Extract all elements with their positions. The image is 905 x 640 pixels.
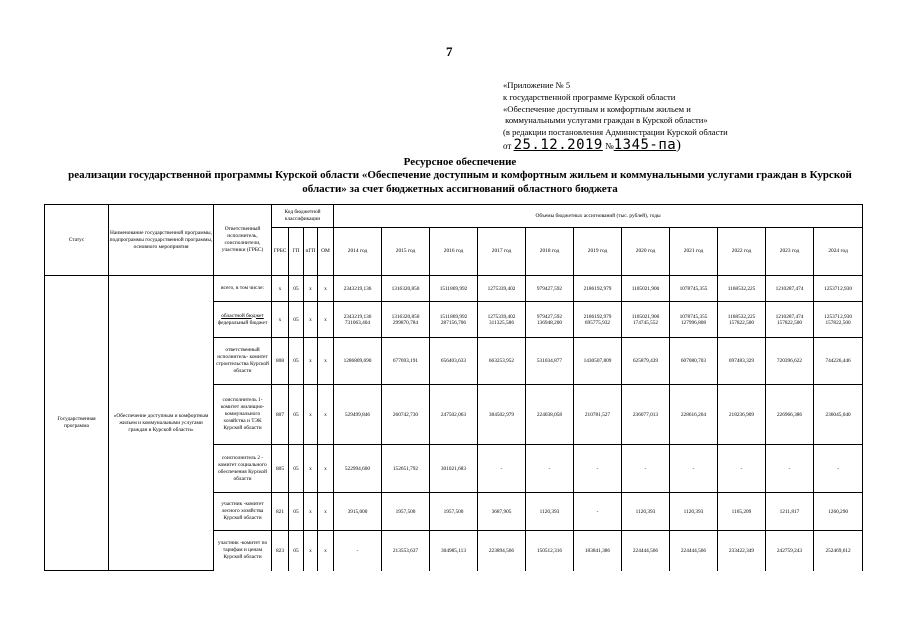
value-cell: 384502,979 <box>478 385 526 445</box>
federal-value: 695775,932 <box>584 319 611 326</box>
header-year: 2015 год <box>382 228 430 276</box>
annex-block <box>503 80 728 153</box>
regional-value: 1078745,355 <box>679 313 708 320</box>
executor-cell: соисполнитель 1- комитет жилищно-коммунального хозяйства и ТЭК Курской области <box>214 385 272 445</box>
header-om: ОМ <box>318 228 334 276</box>
value-cell: 979427,592 <box>526 276 574 302</box>
gp-cell: 05 <box>289 276 304 302</box>
value-cell: 1165,209 <box>718 493 766 531</box>
value-cell: 1105021,900 <box>622 276 670 302</box>
value-cell <box>670 302 718 338</box>
om-cell: х <box>318 531 334 571</box>
value-cell: 150512,316 <box>526 531 574 571</box>
value-cell: 744226,446 <box>814 338 863 385</box>
pgp-cell: х <box>304 385 318 445</box>
header-status: Статус <box>45 205 109 276</box>
value-cell: 720396,622 <box>766 338 814 385</box>
value-cell: 1260,290 <box>814 493 863 531</box>
value-cell: 1078745,355 <box>670 276 718 302</box>
annex-line: к государственной программе Курской области <box>503 91 676 102</box>
value-cell: 1957,500 <box>430 493 478 531</box>
regional-value: 1253712,930 <box>824 313 852 320</box>
value-cell: 213553,637 <box>382 531 430 571</box>
value-cell <box>622 302 670 338</box>
value-cell: 1286809,690 <box>334 338 382 385</box>
value-cell: - <box>478 445 526 493</box>
grbs-cell: 821 <box>272 493 289 531</box>
value-cell: 1957,500 <box>382 493 430 531</box>
header-year: 2020 год <box>622 228 670 276</box>
value-cell: 607080,703 <box>670 338 718 385</box>
header-year: 2022 год <box>718 228 766 276</box>
header-year: 2024 год <box>814 228 863 276</box>
value-cell <box>814 302 863 338</box>
value-cell: 152651,792 <box>382 445 430 493</box>
value-cell: 1120,393 <box>670 493 718 531</box>
header-year: 2018 год <box>526 228 574 276</box>
header-year: 2023 год <box>766 228 814 276</box>
value-cell <box>334 302 382 338</box>
header-gp: ГП <box>289 228 304 276</box>
header-pgp: пГП <box>304 228 318 276</box>
value-cell: 656403,633 <box>430 338 478 385</box>
value-cell: 252469,612 <box>814 531 863 571</box>
gp-cell: 05 <box>289 445 304 493</box>
value-cell: 223894,566 <box>478 531 526 571</box>
value-cell: 247502,063 <box>430 385 478 445</box>
pgp-cell: х <box>304 531 318 571</box>
federal-value: 157822,500 <box>825 319 851 326</box>
federal-value: 731063,404 <box>344 319 371 326</box>
annex-line: (в редакции постановления Администрации Курской области <box>503 127 728 138</box>
value-cell: - <box>766 445 814 493</box>
value-cell: 210781,527 <box>574 385 622 445</box>
close-paren: ) <box>676 137 681 153</box>
title-line-1: Ресурсное обеспечение <box>403 156 517 168</box>
executor-cell: участник -комитет по тарифам и ценам Курской области <box>214 531 272 571</box>
number-label: № <box>605 140 614 151</box>
header-year: 2014 год <box>334 228 382 276</box>
value-cell: 304985,113 <box>430 531 478 571</box>
regional-value: 2186192,979 <box>583 313 612 320</box>
value-cell: 1120,393 <box>622 493 670 531</box>
value-cell <box>526 302 574 338</box>
value-cell: - <box>814 445 863 493</box>
value-cell <box>574 302 622 338</box>
value-cell <box>478 302 526 338</box>
executor-regional-budget: областной бюджет <box>221 312 264 319</box>
decree-date: 25.12.2019 <box>513 136 603 153</box>
annex-line: «Обеспечение доступным и комфортным жильем и <box>503 103 691 114</box>
table-row <box>45 276 863 302</box>
value-cell: 1120,393 <box>526 493 574 531</box>
grbs-cell: 808 <box>272 338 289 385</box>
executor-cell: всего, в том числе: <box>214 276 272 302</box>
value-cell: 226966,386 <box>766 385 814 445</box>
value-cell: - <box>622 445 670 493</box>
annex-line: «Приложение № 5 <box>503 80 571 90</box>
value-cell: 1275339,402 <box>478 276 526 302</box>
grbs-cell: х <box>272 302 289 338</box>
federal-value: 157822,500 <box>776 319 803 326</box>
value-cell: 224444,566 <box>670 531 718 571</box>
status-cell: Государственная программа <box>45 276 109 571</box>
header-amounts: Объемы бюджетных ассигнований (тыс. рублей), годы <box>334 205 863 228</box>
executor-federal-budget: федеральный бюджет <box>217 319 268 326</box>
value-cell: 625879,439 <box>622 338 670 385</box>
executor-cell: соисполнитель 2 - комитет социального обеспечения Курской области <box>214 445 272 493</box>
value-cell: 663253,952 <box>478 338 526 385</box>
federal-value: 127996,808 <box>680 319 707 326</box>
value-cell: 3915,000 <box>334 493 382 531</box>
value-cell: - <box>670 445 718 493</box>
value-cell: 242759,243 <box>766 531 814 571</box>
header-executor: Ответственный исполнитель, соисполнители, участники (ГРБС) <box>214 205 272 276</box>
pgp-cell: х <box>304 445 318 493</box>
om-cell: х <box>318 493 334 531</box>
om-cell: х <box>318 445 334 493</box>
value-cell: 2343219,136 <box>334 276 382 302</box>
value-cell: - <box>574 445 622 493</box>
resource-table <box>44 204 863 571</box>
federal-value: 174745,552 <box>632 319 659 326</box>
pgp-cell: х <box>304 338 318 385</box>
grbs-cell: 807 <box>272 385 289 445</box>
om-cell: х <box>318 276 334 302</box>
gp-cell: 05 <box>289 302 304 338</box>
value-cell: 224038,058 <box>526 385 574 445</box>
value-cell: 236045,040 <box>814 385 863 445</box>
value-cell: 1430507,809 <box>574 338 622 385</box>
value-cell: 183841,386 <box>574 531 622 571</box>
value-cell: 1316320,850 <box>382 276 430 302</box>
from-label: от <box>503 140 512 151</box>
value-cell: 228616,204 <box>670 385 718 445</box>
value-cell: 3687,905 <box>478 493 526 531</box>
regional-value: 1275339,402 <box>487 313 516 320</box>
value-cell: 233422,349 <box>718 531 766 571</box>
header-name: Наименование государственной программы, подпрограммы государственной программы, основного мероприятия <box>109 205 214 276</box>
regional-value: 1105021,900 <box>631 313 660 320</box>
grbs-cell: х <box>272 276 289 302</box>
value-cell <box>430 302 478 338</box>
title-line-3: области» за счет бюджетных ассигнований областного бюджета <box>302 182 618 195</box>
value-cell: - <box>574 493 622 531</box>
regional-value: 1210287,474 <box>775 313 804 320</box>
value-cell: 529499,846 <box>334 385 382 445</box>
header-year: 2017 год <box>478 228 526 276</box>
header-year: 2016 год <box>430 228 478 276</box>
executor-cell: участник -комитет лесного хозяйства Курской области <box>214 493 272 531</box>
regional-value: 2343219,136 <box>343 313 372 320</box>
pgp-cell: х <box>304 276 318 302</box>
value-cell: 260742,730 <box>382 385 430 445</box>
federal-value: 311325,586 <box>489 319 514 326</box>
value-cell: 1210287,474 <box>766 276 814 302</box>
value-cell: 531034,877 <box>526 338 574 385</box>
value-cell <box>718 302 766 338</box>
regional-value: 1511869,992 <box>439 313 468 320</box>
value-cell: 1253712,930 <box>814 276 863 302</box>
value-cell: 224444,566 <box>622 531 670 571</box>
decree-number: 1345-па <box>613 136 677 153</box>
value-cell: 522994,600 <box>334 445 382 493</box>
value-cell: 236077,013 <box>622 385 670 445</box>
regional-value: 1316320,850 <box>391 313 420 320</box>
value-cell: 697483,329 <box>718 338 766 385</box>
om-cell: х <box>318 385 334 445</box>
pgp-cell: х <box>304 493 318 531</box>
program-name-cell: «Обеспечение доступным и комфортным жильем и коммунальными услугами граждан в Курской области» <box>109 276 214 571</box>
federal-value: 287156,706 <box>440 319 467 326</box>
regional-value: 1168532,225 <box>727 313 756 320</box>
gp-cell: 05 <box>289 338 304 385</box>
annex-line: коммунальными услугами граждан в Курской области» <box>503 115 708 126</box>
om-cell: х <box>318 302 334 338</box>
gp-cell: 05 <box>289 493 304 531</box>
header-year: 2021 год <box>670 228 718 276</box>
grbs-cell: 805 <box>272 445 289 493</box>
value-cell: - <box>718 445 766 493</box>
value-cell: 1168532,225 <box>718 276 766 302</box>
header-year: 2019 год <box>574 228 622 276</box>
federal-value: 157822,500 <box>728 319 755 326</box>
federal-value: 299870,784 <box>392 319 419 326</box>
value-cell: 1511869,992 <box>430 276 478 302</box>
title-line-2: реализации государственной программы Курской области «Обеспечение доступным и комфортным жильем и коммунальными услугами граждан в Курской <box>68 169 852 182</box>
value-cell <box>382 302 430 338</box>
header-codes: Код бюджетной классификации <box>272 205 334 228</box>
value-cell: 677693,191 <box>382 338 430 385</box>
executor-cell <box>214 302 272 338</box>
pgp-cell: х <box>304 302 318 338</box>
value-cell: - <box>334 531 382 571</box>
header-grbs: ГРБС <box>272 228 289 276</box>
value-cell: - <box>526 445 574 493</box>
value-cell: 2186192,979 <box>574 276 622 302</box>
document-title <box>40 156 880 196</box>
executor-cell: ответственный исполнитель- комитет строительства Курской области <box>214 338 272 385</box>
gp-cell: 05 <box>289 531 304 571</box>
value-cell: 301021,683 <box>430 445 478 493</box>
value-cell <box>766 302 814 338</box>
value-cell: 1211,817 <box>766 493 814 531</box>
regional-value: 979427,592 <box>536 313 563 320</box>
annex-doc-ref <box>503 136 728 153</box>
grbs-cell: 823 <box>272 531 289 571</box>
page-number: 7 <box>446 44 453 59</box>
gp-cell: 05 <box>289 385 304 445</box>
value-cell: 218236,909 <box>718 385 766 445</box>
federal-value: 136948,200 <box>536 319 563 326</box>
om-cell: х <box>318 338 334 385</box>
